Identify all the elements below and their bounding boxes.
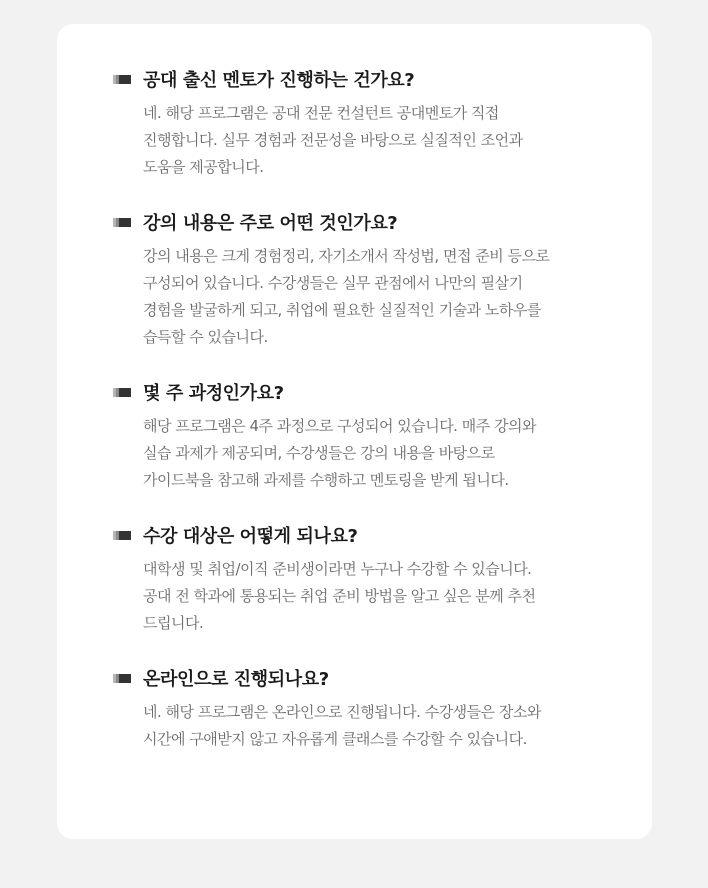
faq-item	[113, 64, 613, 181]
faq-question-row	[113, 64, 613, 94]
square-bullet-icon	[113, 531, 131, 540]
faq-answer	[143, 699, 613, 753]
square-bullet-icon	[113, 75, 131, 84]
faq-answer-line: 도움을 제공합니다.	[143, 158, 264, 176]
square-bullet-icon	[113, 218, 131, 227]
faq-answer	[143, 413, 613, 494]
faq-answer-line: 드립니다.	[143, 614, 204, 632]
square-bullet-icon	[113, 674, 131, 683]
faq-answer-line: 해당 프로그램은 4주 과정으로 구성되어 있습니다. 매주 강의와	[143, 417, 536, 435]
faq-question-row	[113, 207, 613, 237]
faq-answer	[143, 243, 613, 351]
faq-answer	[143, 556, 613, 637]
faq-question: 강의 내용은 주로 어떤 것인가요?	[143, 213, 398, 234]
faq-card	[57, 24, 652, 839]
faq-answer-line: 경험을 발굴하게 되고, 취업에 필요한 실질적인 기술과 노하우를	[143, 301, 541, 319]
square-bullet-icon	[113, 388, 131, 397]
faq-answer-line: 실습 과제가 제공되며, 수강생들은 강의 내용을 바탕으로	[143, 444, 495, 462]
faq-question-row	[113, 520, 613, 550]
faq-item	[113, 207, 613, 351]
faq-answer-line: 구성되어 있습니다. 수강생들은 실무 관점에서 나만의 필살기	[143, 274, 523, 292]
faq-answer-line: 강의 내용은 크게 경험정리, 자기소개서 작성법, 면접 준비 등으로	[143, 247, 550, 265]
faq-question: 공대 출신 멘토가 진행하는 건가요?	[143, 70, 415, 91]
faq-answer	[143, 100, 613, 181]
faq-list	[113, 64, 613, 753]
faq-item	[113, 520, 613, 637]
faq-question-row	[113, 663, 613, 693]
faq-item	[113, 663, 613, 753]
faq-answer-line: 네. 해당 프로그램은 공대 전문 컨설턴트 공대멘토가 직접	[143, 104, 499, 122]
faq-question: 온라인으로 진행되나요?	[143, 669, 329, 690]
faq-answer-line: 시간에 구애받지 않고 자유롭게 클래스를 수강할 수 있습니다.	[143, 730, 527, 748]
faq-answer-line: 습득할 수 있습니다.	[143, 328, 268, 346]
faq-question-row	[113, 377, 613, 407]
faq-answer-line: 대학생 및 취업/이직 준비생이라면 누구나 수강할 수 있습니다.	[143, 560, 532, 578]
faq-question: 수강 대상은 어떻게 되나요?	[143, 526, 358, 547]
faq-answer-line: 네. 해당 프로그램은 온라인으로 진행됩니다. 수강생들은 장소와	[143, 703, 541, 721]
faq-question: 몇 주 과정인가요?	[143, 383, 284, 404]
faq-answer-line: 가이드북을 참고해 과제를 수행하고 멘토링을 받게 됩니다.	[143, 471, 509, 489]
faq-item	[113, 377, 613, 494]
faq-answer-line: 진행합니다. 실무 경험과 전문성을 바탕으로 실질적인 조언과	[143, 131, 523, 149]
faq-answer-line: 공대 전 학과에 통용되는 취업 준비 방법을 알고 싶은 분께 추천	[143, 587, 536, 605]
